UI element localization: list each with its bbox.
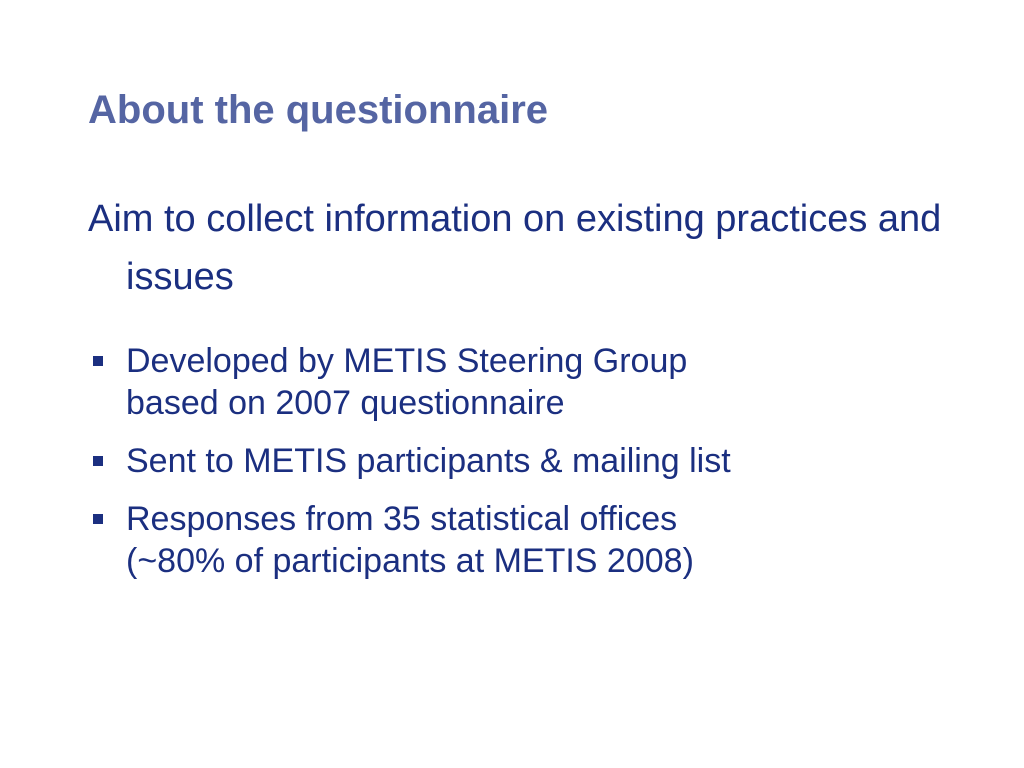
bullet-item-sent — [88, 440, 968, 482]
bullet-text-line-1: Developed by METIS Steering Group — [126, 342, 688, 380]
intro-paragraph: Aim to collect information on existing practices and issues — [88, 198, 942, 298]
bullet-text-line-2: (~80% of participants at METIS 2008) — [126, 542, 694, 580]
bullet-list — [88, 340, 968, 582]
slide-title: About the questionnaire — [88, 88, 548, 132]
bullet-text-line-1: Responses from 35 statistical offices — [126, 500, 678, 538]
bullet-text-line-2: based on 2007 questionnaire — [126, 384, 565, 422]
square-bullet-icon — [93, 456, 103, 466]
bullet-item-developed — [88, 340, 968, 424]
bullet-item-responses — [88, 498, 968, 582]
bullet-text-line-1: Sent to METIS participants & mailing list — [126, 442, 731, 480]
square-bullet-icon — [93, 514, 103, 524]
square-bullet-icon — [93, 356, 103, 366]
